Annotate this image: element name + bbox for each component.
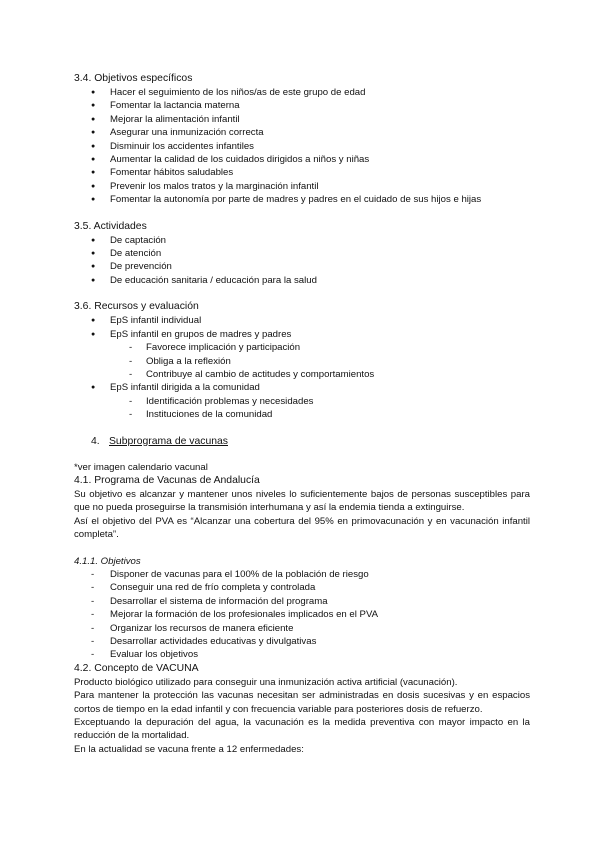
section-4-1-title: 4.1. Programa de Vacunas de Andalucía: [74, 474, 260, 486]
list-item: - Evaluar los objetivos: [74, 648, 530, 661]
list-item: ● De prevención: [74, 260, 530, 273]
section-4-2-paragraph-4: En la actualidad se vacuna frente a 12 enfermedades:: [74, 743, 304, 755]
section-4-1-1-title: 4.1.1. Objetivos: [74, 555, 141, 567]
section-4-heading: [74, 435, 530, 449]
section-4-1-paragraph-1: Su objetivo es alcanzar y mantener unos niveles lo suficientemente bajos de personas susceptibles para que no pueda proseguirse la transmisión interhumana y así la endemia tienda a extinguirse.: [74, 488, 530, 514]
list-item: ● Fomentar hábitos saludables: [74, 166, 530, 179]
list-item: ● De educación sanitaria / educación para la salud: [74, 274, 530, 287]
section-4-2-paragraph-2: Para mantener la protección las vacunas necesitan ser administradas en dosis sucesivas y en espacios cortos de tiempo en la edad infantil y con frecuencia variable para posteriores dosis de refuerzo.: [74, 690, 530, 715]
section-3-4-list: [74, 86, 530, 207]
section-4-1-1-list: [74, 568, 530, 662]
list-item: - Organizar los recursos de manera eficiente: [74, 622, 530, 635]
list-item: ● Asegurar una inmunización correcta: [74, 126, 530, 139]
section-3-6-list: [74, 314, 530, 341]
list-item: ● Disminuir los accidentes infantiles: [74, 140, 530, 153]
list-item: - Desarrollar el sistema de información del programa: [74, 595, 530, 608]
list-item: ● De atención: [74, 247, 530, 260]
section-3-4-title: 3.4. Objetivos específicos: [74, 73, 193, 84]
list-item: ● Fomentar la lactancia materna: [74, 99, 530, 112]
sublist-item: - Instituciones de la comunidad: [74, 408, 530, 421]
sublist-item: - Contribuye al cambio de actitudes y comportamientos: [74, 368, 530, 381]
section-3-6-sublist-2: [74, 395, 530, 422]
list-item: ● Aumentar la calidad de los cuidados dirigidos a niños y niñas: [74, 153, 530, 166]
list-item: ● De captación: [74, 234, 530, 247]
list-item: - Mejorar la formación de los profesionales implicados en el PVA: [74, 608, 530, 621]
section-3-5-list: [74, 234, 530, 288]
calendar-note: *ver imagen calendario vacunal: [74, 461, 208, 473]
section-4-2-paragraph-1: Producto biológico utilizado para conseguir una inmunización activa artificial (vacunación).: [74, 676, 458, 688]
list-item: ● Hacer el seguimiento de los niños/as de este grupo de edad: [74, 86, 530, 99]
list-item: ● Mejorar la alimentación infantil: [74, 113, 530, 126]
list-item: [74, 328, 530, 341]
list-item-label: EpS infantil individual: [110, 315, 202, 327]
list-item: - Desarrollar actividades educativas y divulgativas: [74, 635, 530, 648]
section-4-number: 4.: [91, 435, 100, 447]
section-3-6-sublist-1: [74, 341, 530, 381]
section-4-2-title: 4.2. Concepto de VACUNA: [74, 662, 199, 674]
list-item: ● Prevenir los malos tratos y la marginación infantil: [74, 180, 530, 193]
list-item-label: EpS infantil dirigida a la comunidad: [110, 382, 260, 394]
list-item: - Conseguir una red de frío completa y controlada: [74, 581, 530, 594]
sublist-item: - Obliga a la reflexión: [74, 355, 530, 368]
list-item-label: EpS infantil en grupos de madres y padres: [110, 328, 292, 340]
document-page: [74, 72, 530, 756]
list-item: [74, 314, 530, 327]
sublist-item: - Identificación problemas y necesidades: [74, 395, 530, 408]
section-3-5-title: 3.5. Actividades: [74, 220, 147, 232]
sublist-item: - Favorece implicación y participación: [74, 341, 530, 354]
section-4-title: Subprograma de vacunas: [109, 435, 228, 447]
section-4-1-paragraph-2: Así el objetivo del PVA es “Alcanzar una cobertura del 95% en primovacunación y en vacunación infantil completa”.: [74, 515, 530, 541]
list-item: [74, 381, 530, 394]
list-item: - Disponer de vacunas para el 100% de la población de riesgo: [74, 568, 530, 581]
section-4-2-paragraph-3: Exceptuando la depuración del agua, la vacunación es la medida preventiva con mayor impacto en la reducción de la mortalidad.: [74, 717, 530, 742]
section-3-6-title: 3.6. Recursos y evaluación: [74, 301, 199, 313]
list-item: ● Fomentar la autonomía por parte de madres y padres en el cuidado de sus hijos e hijas: [74, 193, 530, 206]
